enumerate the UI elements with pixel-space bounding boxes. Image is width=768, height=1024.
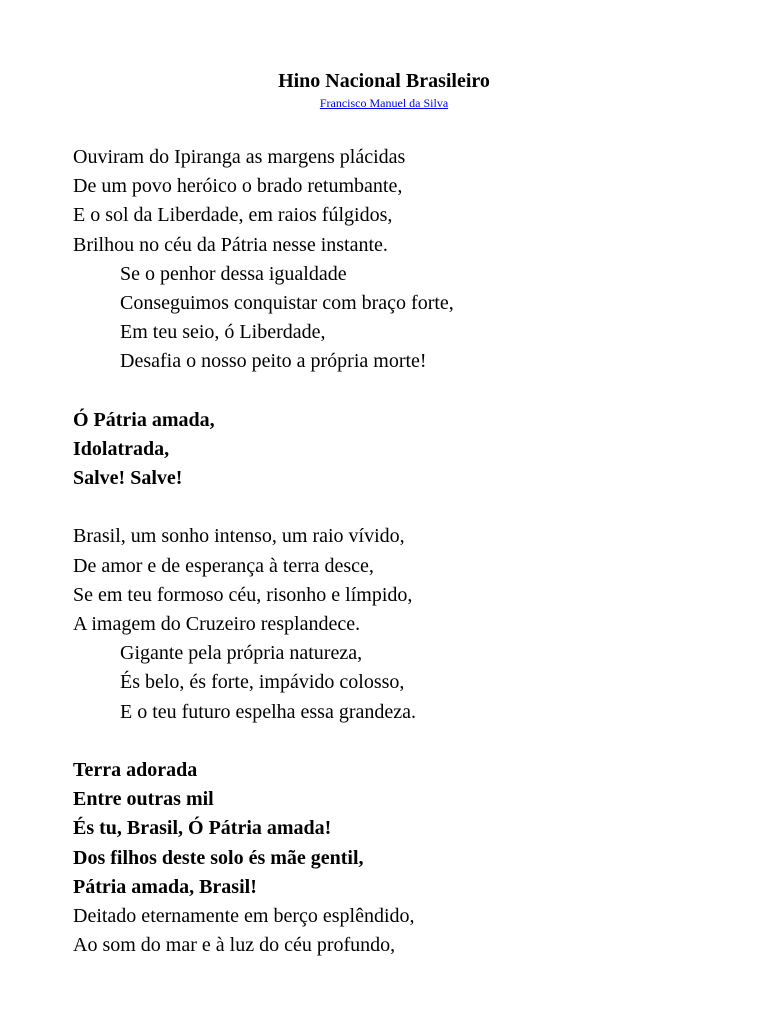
poem-line: Entre outras mil	[73, 788, 214, 811]
poem-line: Ó Pátria amada,	[73, 408, 215, 431]
stanza-gap	[73, 493, 753, 522]
stanza-gap	[73, 377, 753, 406]
poem-line: E o sol da Liberdade, em raios fúlgidos,	[73, 204, 393, 227]
verse-stanza	[73, 756, 753, 960]
poem-line: Pátria amada, Brasil!	[73, 875, 257, 898]
stanza-gap	[73, 727, 753, 756]
poem-body	[73, 143, 753, 960]
poem-line: De amor e de esperança à terra desce,	[73, 554, 374, 577]
chorus-stanza	[73, 406, 753, 494]
document-title: Hino Nacional Brasileiro	[278, 70, 490, 92]
poem-line: Se em teu formoso céu, risonho e límpido,	[73, 583, 413, 606]
poem-line: És tu, Brasil, Ó Pátria amada!	[73, 817, 332, 840]
poem-line: Deitado eternamente em berço esplêndido,	[73, 904, 415, 927]
author-link[interactable]: Francisco Manuel da Silva	[319, 96, 449, 110]
poem-line: Ao som do mar e à luz do céu profundo,	[73, 934, 396, 957]
verse-stanza	[73, 143, 753, 377]
poem-line: Salve! Salve!	[73, 467, 183, 490]
poem-line: Conseguimos conquistar com braço forte,	[120, 291, 454, 314]
poem-line: Terra adorada	[73, 758, 198, 781]
poem-line: Brilhou no céu da Pátria nesse instante.	[73, 233, 388, 256]
poem-line: Se o penhor dessa igualdade	[120, 262, 347, 285]
poem-line: Idolatrada,	[73, 437, 170, 460]
poem-line: A imagem do Cruzeiro resplandece.	[73, 613, 361, 635]
poem-line: Gigante pela própria natureza,	[120, 642, 363, 665]
poem-line: Desafia o nosso peito a própria morte!	[120, 350, 427, 373]
author-credit	[0, 96, 768, 110]
poem-line: Ouviram do Ipiranga as margens plácidas	[73, 146, 406, 168]
verse-stanza	[73, 522, 753, 726]
poem-line: Em teu seio, ó Liberdade,	[120, 321, 326, 344]
poem-line: És belo, és forte, impávido colosso,	[120, 671, 405, 694]
poem-line: De um povo heróico o brado retumbante,	[73, 175, 403, 198]
poem-line: Brasil, um sonho intenso, um raio vívido,	[73, 525, 405, 548]
poem-line: Dos filhos deste solo és mãe gentil,	[73, 846, 364, 869]
poem-line: E o teu futuro espelha essa grandeza.	[120, 700, 416, 723]
